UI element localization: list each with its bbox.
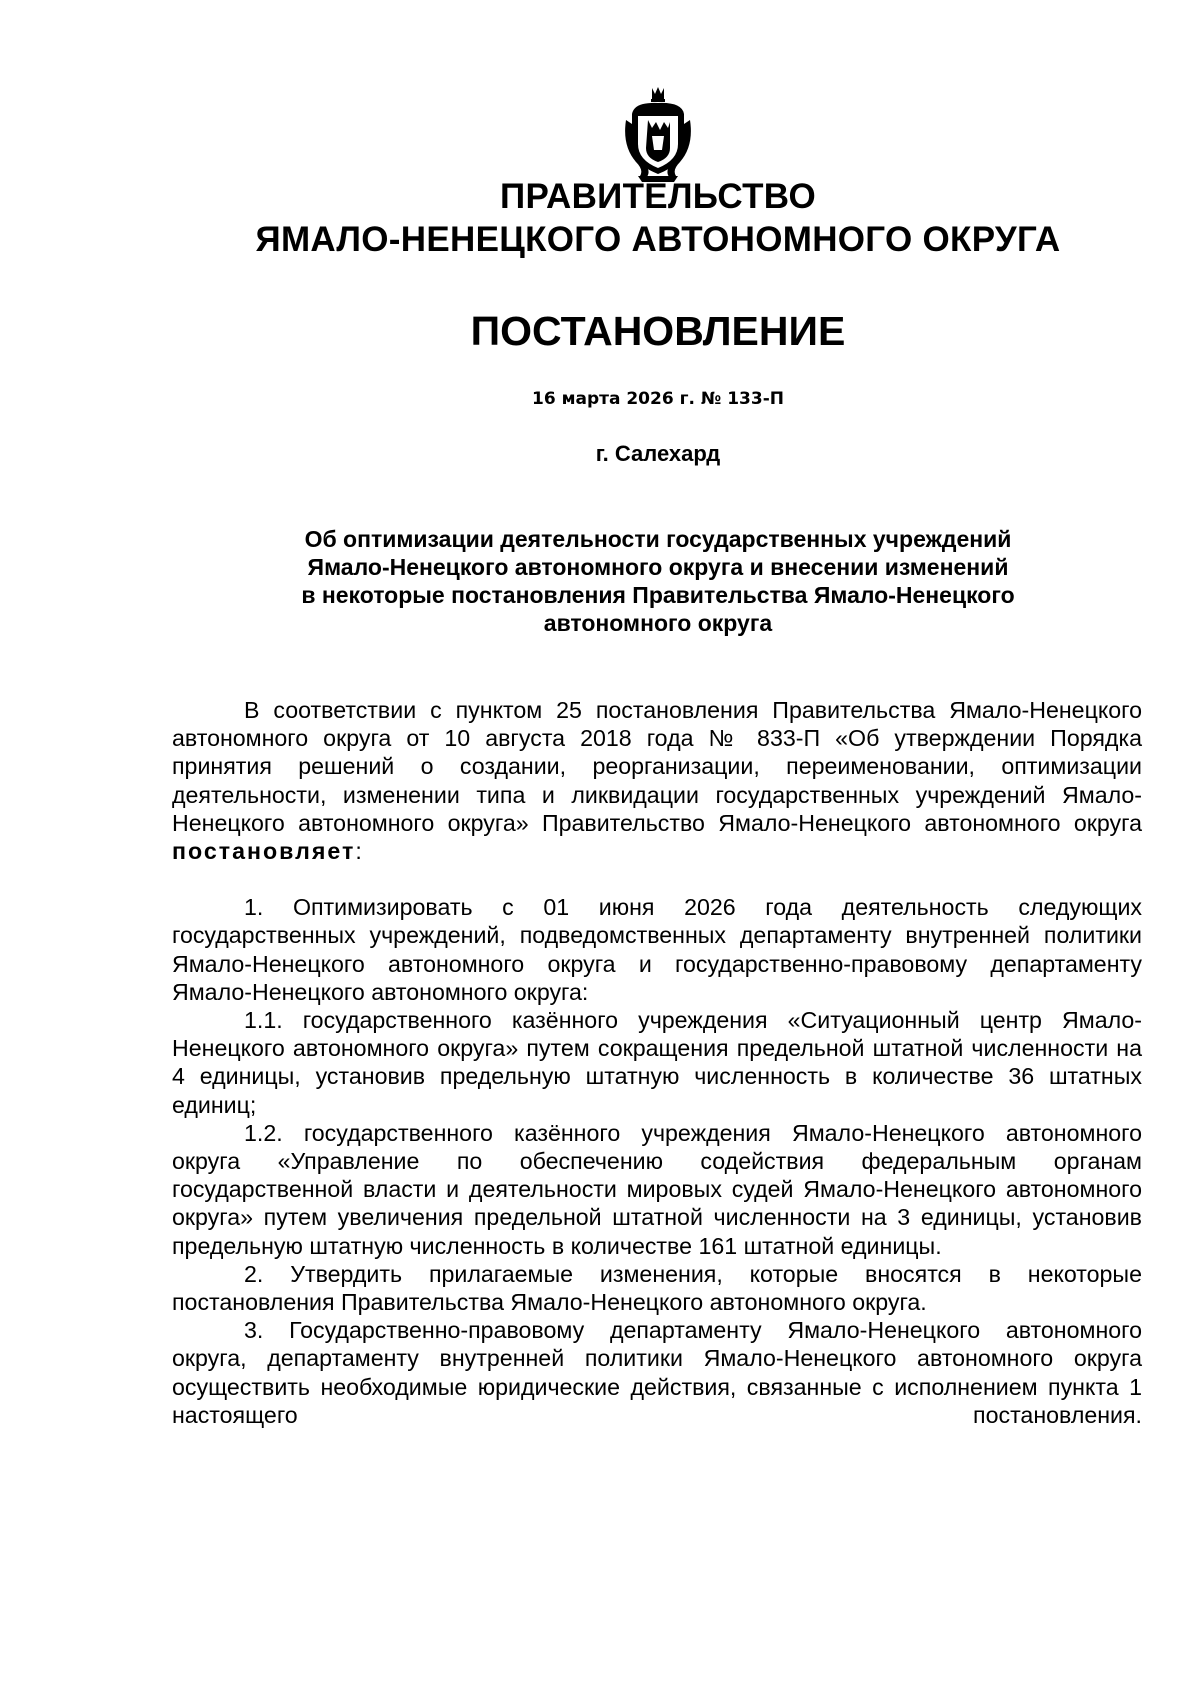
subject-line: Ямало-Ненецкого автономного округа и внесении изменений — [307, 554, 1009, 580]
document-date-number: 16 марта 2026 г. № 133-П — [532, 389, 784, 409]
government-title-line2: ЯМАЛО-НЕНЕЦКОГО АВТОНОМНОГО ОКРУГА — [255, 220, 1061, 259]
item-3-paragraph: 3. Государственно-правовому департаменту Ямало-Ненецкого автономного округа, департаменту внутренней политики Ямало-Ненецкого автономного округа осуществить необходимые юридические действия, связанные с исполнением пункта 1 настоящего постановления. — [172, 1317, 1142, 1428]
item-1-1-paragraph: 1.1. государственного казённого учреждения «Ситуационный центр Ямало-Ненецкого автономного округа» путем сокращения предельной штатной численности на 4 единицы, установив предельную штатную численность в количестве 36 штатных единиц; — [172, 1007, 1142, 1118]
preamble-tail: : — [355, 838, 362, 865]
preamble-paragraph — [172, 696, 1142, 865]
subject-line: Об оптимизации деятельности государственных учреждений — [304, 526, 1012, 552]
document-subject — [0, 525, 1200, 637]
document-city: г. Салехард — [595, 441, 721, 466]
item-2-paragraph: 2. Утвердить прилагаемые изменения, которые вносятся в некоторые постановления Правительства Ямало-Ненецкого автономного округа. — [172, 1260, 1142, 1316]
preamble-text: В соответствии с пунктом 25 постановления Правительства Ямало-Ненецкого автономного округа от 10 августа 2018 года № 833-П «Об утверждении Порядка принятия решений о создании, реорганизации, переименовании, оптимизации деятельности, изменении типа и ликвидации государственных учреждений Ямало-Ненецкого автономного округа» Правительство Ямало-Ненецкого автономного округа — [172, 697, 1142, 836]
subject-line: автономного округа — [543, 610, 773, 636]
preamble-keyword: постановляет — [172, 838, 356, 865]
paragraph-gap — [172, 865, 1142, 893]
document-body — [172, 696, 1142, 1429]
subject-line: в некоторые постановления Правительства Ямало-Ненецкого — [301, 582, 1015, 608]
document-type-title: ПОСТАНОВЛЕНИЕ — [470, 308, 846, 354]
item-1-2-paragraph: 1.2. государственного казённого учреждения Ямало-Ненецкого автономного округа «Управление по обеспечению содействия федеральным органам государственной власти и деятельности мировых судей Ямало-Ненецкого автономного округа» путем увеличения предельной штатной численности на 3 единицы, установив предельную штатную численность в количестве 161 штатной единицы. — [172, 1119, 1142, 1259]
government-title-line1: ПРАВИТЕЛЬСТВО — [499, 177, 816, 216]
item-1-paragraph: 1. Оптимизировать с 01 июня 2026 года деятельность следующих государственных учреждений, подведомственных департаменту внутренней политики Ямало-Ненецкого автономного округа и государственно-правовому департаменту Ямало-Ненецкого автономного округа: — [172, 894, 1142, 1005]
coat-of-arms-emblem — [622, 86, 694, 184]
